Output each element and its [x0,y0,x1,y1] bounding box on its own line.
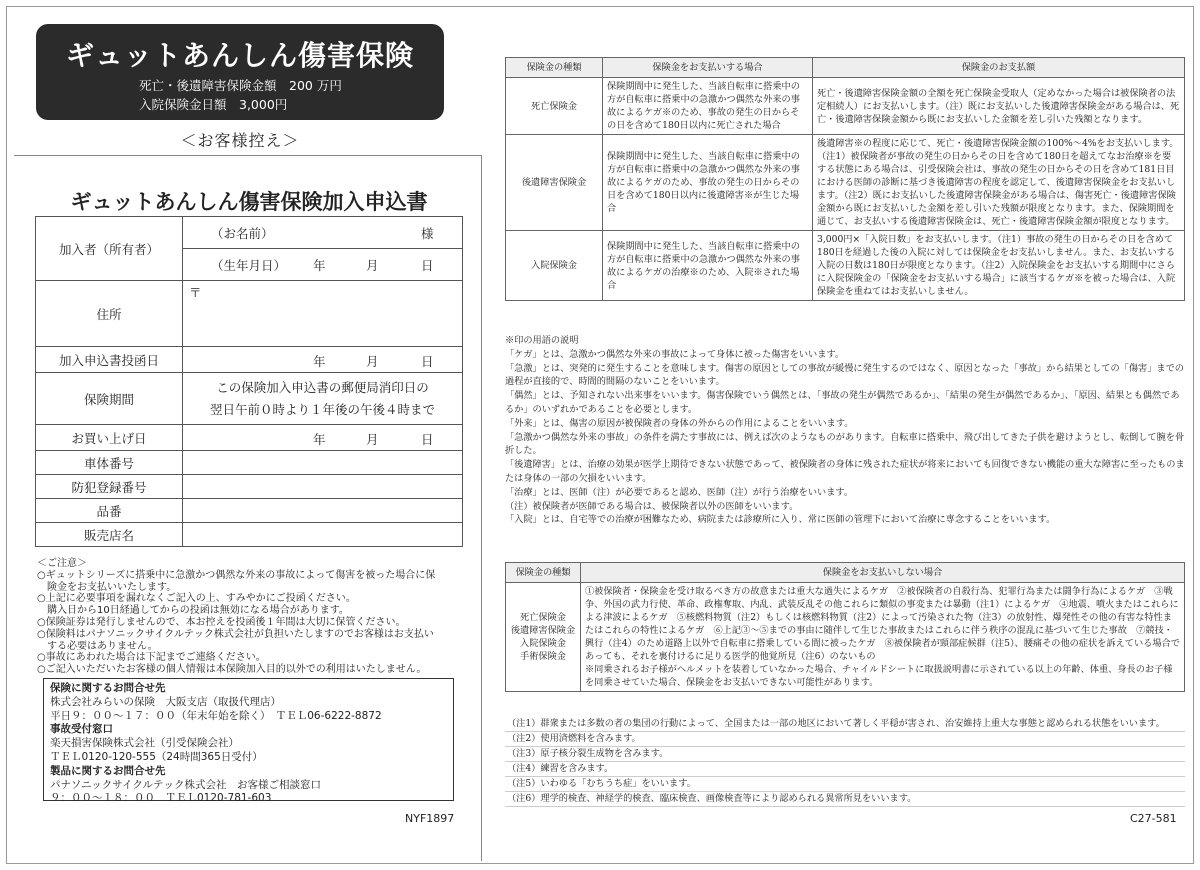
nopay-note: ※同乗されるお子様がヘルメットを装着していなかった場合、チャイルドシートに取扱説明書に示されている以上の年齢、体重、身長のお子様を同乗させていた場合、保険金をお支払いできない可能性があります。 [585,664,1173,688]
table-row [506,231,1185,301]
definition-line: 「偶然」とは、予知されない出来事をいいます。傷害保険でいう偶然とは、「事故の発生が偶然であるか」、「結果の発生が偶然であるか」、「原因、結果とも偶然であるか」のいずれかであることを必要とします。 [505,390,1180,415]
contact-accident-heading: 事故受付窓口 [50,723,113,736]
footnote: （注1）群衆または多数の者の集団の行動によって、全国または一部の地区において著しく平穏が害され、治安維持上重大な事態と認められる状態をいいます。 [505,717,1185,732]
pay-header-type: 保険金の種類 [506,58,603,78]
period-row [36,373,463,425]
model-number-field[interactable] [183,499,463,523]
nonpayment-header-row [506,563,1185,583]
postmark-day: 日 [421,354,434,369]
postal-mark: 〒 [189,285,202,300]
nopay-type: 死亡保険金 [520,612,566,623]
security-number-label: 防犯登録番号 [36,475,183,499]
pay-type: 入院保険金 [506,231,603,301]
right-doc-code: C27-581 [1130,812,1177,825]
form-title: ギュットあんしん傷害保険加入申込書 [70,190,428,214]
pay-header-amount: 保険金のお支払額 [813,58,1185,78]
pay-amount: 3,000円×「入院日数」をお支払いします。（注1）事故の発生の日からその日を含めて180日を経過した後の入院に対しては保険金をお支払いしません。また、お支払いする入院の日数は180日が限度となります。（注2）入院保険金をお支払いする期間中にさらに入院保険金の「保険金をお支払いする場合」に該当するケガ※を被った場合は、入院保険金を重ねてはお支払いしません。 [813,231,1185,301]
contact-agent-hours: 平日９：００～１７：００（年末年始を除く） ＴＥＬ06-6222-8872 [50,709,382,722]
note-line: ○ご記入いただいたお客様の個人情報は本保険加入目的以外での利用はいたしません。 [37,664,427,676]
shop-name-field[interactable] [183,523,463,547]
note-line: ○ギュットシリーズに搭乗中に急激かつ偶然な外来の事故によって傷害を被った場合に保 [37,569,436,581]
applicant-dob-field[interactable] [183,249,463,281]
pay-when: 保険期間中に発生した、当該自転車に搭乗中の方が自転車に搭乗中の急激かつ偶然な外来の事故によるケガ※のため、事故の発生の日からその日を含めて180日以内に死亡された場合 [603,78,813,135]
contact-insurance-heading: 保険に関するお問合せ先 [50,682,166,694]
frame-number-label: 車体番号 [36,451,183,475]
frame-number-row [36,451,463,475]
postmark-month: 月 [366,354,379,369]
security-row [36,475,463,499]
postmark-date-field[interactable] [183,347,463,373]
applicant-row [36,217,463,249]
definition-line: （注）被保険者が医師である場合は、被保険者以外の医師をいいます。 [505,500,799,512]
cut-line [14,155,482,156]
footnote: （注5）いわゆる「むちうち症」をいいます。 [505,777,1185,792]
footnote: （注3）原子核分裂生成物を含みます。 [505,747,1185,762]
postmark-label: 加入申込書投函日 [36,347,183,373]
footnote: （注2）使用済燃料を含みます。 [505,732,1185,747]
definition-line: 「入院」とは、自宅等での治療が困難なため、病院または診療所に入り、常に医師の管理下において治療に専念することをいいます。 [505,514,1056,526]
table-row [506,583,1185,692]
period-text-1: この保険加入申込書の郵便局消印日の [216,379,429,395]
pay-type: 死亡保険金 [506,78,603,135]
pay-when: 保険期間中に発生した、当該自転車に搭乗中の方が自転車に搭乗中の急激かつ偶然な外来の事故によるケガの治療※のため、入院※された場合 [603,231,813,301]
nopay-type: 後遺障害保険金 [510,625,576,636]
contact-product-heading: 製品に関するお問合せ先 [50,764,166,777]
purchase-day: 日 [421,432,434,447]
purchase-label: お買い上げ日 [36,425,183,451]
contact-underwriter-tel: ＴＥＬ0120-120-555（24時間365日受付） [50,750,263,763]
note-line: ○保険証券は発行しませんので、本お控えを投函後１年間は大切に保管ください。 [37,616,406,628]
definition-line: 「後遺障害」とは、治療の効果が医学上期待できない状態であって、被保険者の身体に残された症状が将来においても回復できない機能の重大な障害に至ったものまたは身体の一部の欠損をいいます。 [505,459,1185,484]
pay-when: 保険期間中に発生した、当該自転車に搭乗中の方が自転車に搭乗中の急激かつ偶然な外来の事故によるケガのため、事故の発生の日からその日を含めて180日以内に後遺障害※が生じた場合 [603,135,813,231]
security-number-field[interactable] [183,475,463,499]
nopay-types [506,583,581,692]
note-line: する必要はありません。 [37,640,158,652]
pay-header-when: 保険金をお支払いする場合 [603,58,813,78]
contact-underwriter: 楽天損害保険株式会社（引受保険会社） [50,737,239,750]
contact-maker: パナソニックサイクルテック株式会社 お客様ご相談窓口 [50,778,322,791]
pay-type: 後遺障害保険金 [506,135,603,231]
dob-label: （生年月日） [211,258,287,273]
note-line: 購入日から10日経過してからの投函は無効になる場合があります。 [37,605,349,617]
definition-line: ※印の用語の説明 [505,335,579,346]
dob-month: 月 [366,258,379,273]
note-line: ○保険料はパナソニックサイクルテック株式会社が負担いたしますのでお客様はお支払い [37,628,434,640]
model-row [36,499,463,523]
honorific: 様 [421,226,434,241]
definition-line: 「急激」とは、突発的に発生することを意味します。傷害の原因としての事故が緩慢に発生するのではなく、原因となった「事故」から結果としての「傷害」までの過程が直接的で、時間的間隔のないことをいいます。 [505,362,1184,388]
definition-line: 「急激かつ偶然な外来の事故」の条件を満たす事故には、例えば次のようなものがあります。自転車に搭乗中、飛び出してきた子供を避けようとし、転倒して腕を骨折した。 [505,431,1185,457]
purchase-month: 月 [366,432,379,447]
definition-line: 「ケガ」とは、急激かつ偶然な外来の事故によって身体に被った傷害をいいます。 [505,348,845,360]
shop-name-label: 販売店名 [36,523,183,547]
purchase-date-field[interactable] [183,425,463,451]
contact-box [43,678,454,805]
nopay-header-type: 保険金の種類 [506,563,581,583]
period-label: 保険期間 [36,373,183,425]
note-line: ○事故にあわれた場合は下記までご連絡ください。 [37,652,266,664]
definition-line: 「外来」とは、傷害の原因が被保険者の身体の外からの作用によることをいいます。 [505,417,854,429]
applicant-label: 加入者（所有者） [36,217,183,281]
purchase-year: 年 [313,432,326,447]
banner-hospital-amount: 入院保険金日額 3,000円 [139,97,288,112]
payment-table [505,57,1185,301]
postmark-year: 年 [313,354,326,369]
pay-amount: 死亡・後遺障害保険金額の全額を死亡保険金受取人（定めなかった場合は被保険者の法定相続人）にお支払いします。（注）既にお支払いした後遺障害保険金がある場合は、死亡・後遺障害保険金額から既にお支払いした金額を差し引いた残額となります。 [813,78,1185,135]
footnote: （注4）練習を含みます。 [505,762,1185,777]
application-form [35,216,463,547]
definitions [505,334,1185,527]
table-row [506,135,1185,231]
address-label: 住所 [36,281,183,347]
nopay-header-case: 保険金をお支払いしない場合 [581,563,1185,583]
pay-amount: 後遺障害※の程度に応じて、死亡・後遺障害保険金額の100%～4%をお支払いします。（注1）被保険者が事故の発生の日からその日を含めて180日を超えてなお治療※を要する状態にある場合は、引受保険会社は、事故の発生の日からその日を含めて181日目における医師の診断に基づき後遺障害の程度を認定して、後遺障害保険金をお支払いします。（注2）既にお支払いした後遺障害保険金がある場合は、傷害死亡・後遺障害保険金額から既にお支払いした金額を差し引いた残額が限度となります。また、保険期間を通じて、お支払いする後遺障害保険金は、死亡・後遺障害保険金額が限度となります。 [813,135,1185,231]
name-label: （お名前） [211,226,274,241]
contact-maker-hours: ９：００～１８：００ ＴＥＬ0120-781-603 [50,792,272,805]
model-number-label: 品番 [36,499,183,523]
dob-day: 日 [421,258,434,273]
dob-year: 年 [313,258,326,273]
footnotes [505,717,1185,807]
footnote: （注6）理学的検査、神経学的検査、臨床検査、画像検査等により認められる異常所見をいいます。 [505,792,1185,807]
center-divider [481,155,482,861]
postmark-row [36,347,463,373]
customer-copy-label: ＜お客様控え＞ [180,131,300,150]
nopay-type: 入院保険金 [520,638,566,649]
definition-line: 「治療」とは、医師（注）が必要であると認め、医師（注）が行う治療をいいます。 [505,486,854,498]
address-row [36,281,463,347]
nonpayment-table [505,562,1185,692]
applicant-name-field[interactable] [183,217,463,249]
title-banner [36,24,444,120]
address-field[interactable] [183,281,463,347]
left-doc-code: NYF1897 [405,812,455,825]
nopay-case [581,583,1185,692]
notes-title: ＜ご注意＞ [37,558,87,569]
nopay-text: ①被保険者・保険金を受け取るべき方の故意または重大な過失によるケガ ②被保険者の自殺行為、犯罪行為または闘争行為によるケガ ③戦争、外国の武力行使、革命、政権奪取、内乱、武装反乱その他これらに類似の事変または暴動（注1）によるケガ ④地震、噴火またはこれらによる津波によるケガ ⑤核燃料物質（注2）もしくは核燃料物質（注2）によって汚染された物（注3）の放射性、爆発性その他の有害な特性またはこれらの特性によるケガ ⑥上記③～⑤までの事由に随伴して生じた事故またはこれらに伴う秩序の混乱に基づいて生じた事故 ⑦競技・興行（注4）のため道路上以外で自転車に搭乗している間に被ったケガ ⑧被保険者が頸部症候群（注5）、腰痛その他の症状を訴えている場合であっても、それを裏付けるに足りる医学的他覚所見（注6）のないもの [585,586,1180,662]
period-value [183,373,463,425]
table-row [506,78,1185,135]
period-text-2: 翌日午前０時より１年後の午後４時まで [209,401,435,417]
banner-title: ギュットあんしん傷害保険 [65,39,414,72]
frame-number-field[interactable] [183,451,463,475]
nopay-type: 手術保険金 [520,651,566,662]
banner-death-amount: 死亡・後遺障害保険金額 200 万円 [139,78,342,93]
note-line: ○上記に必要事項を漏れなくご記入の上、すみやかにご投函ください。 [37,593,356,605]
contact-agent: 株式会社みらいの保険 大阪支店（取扱代理店） [50,695,281,708]
payment-header-row [506,58,1185,78]
shop-row [36,523,463,547]
purchase-row [36,425,463,451]
note-line: 険金をお支払いいたします。 [37,581,177,593]
notes [37,558,467,676]
